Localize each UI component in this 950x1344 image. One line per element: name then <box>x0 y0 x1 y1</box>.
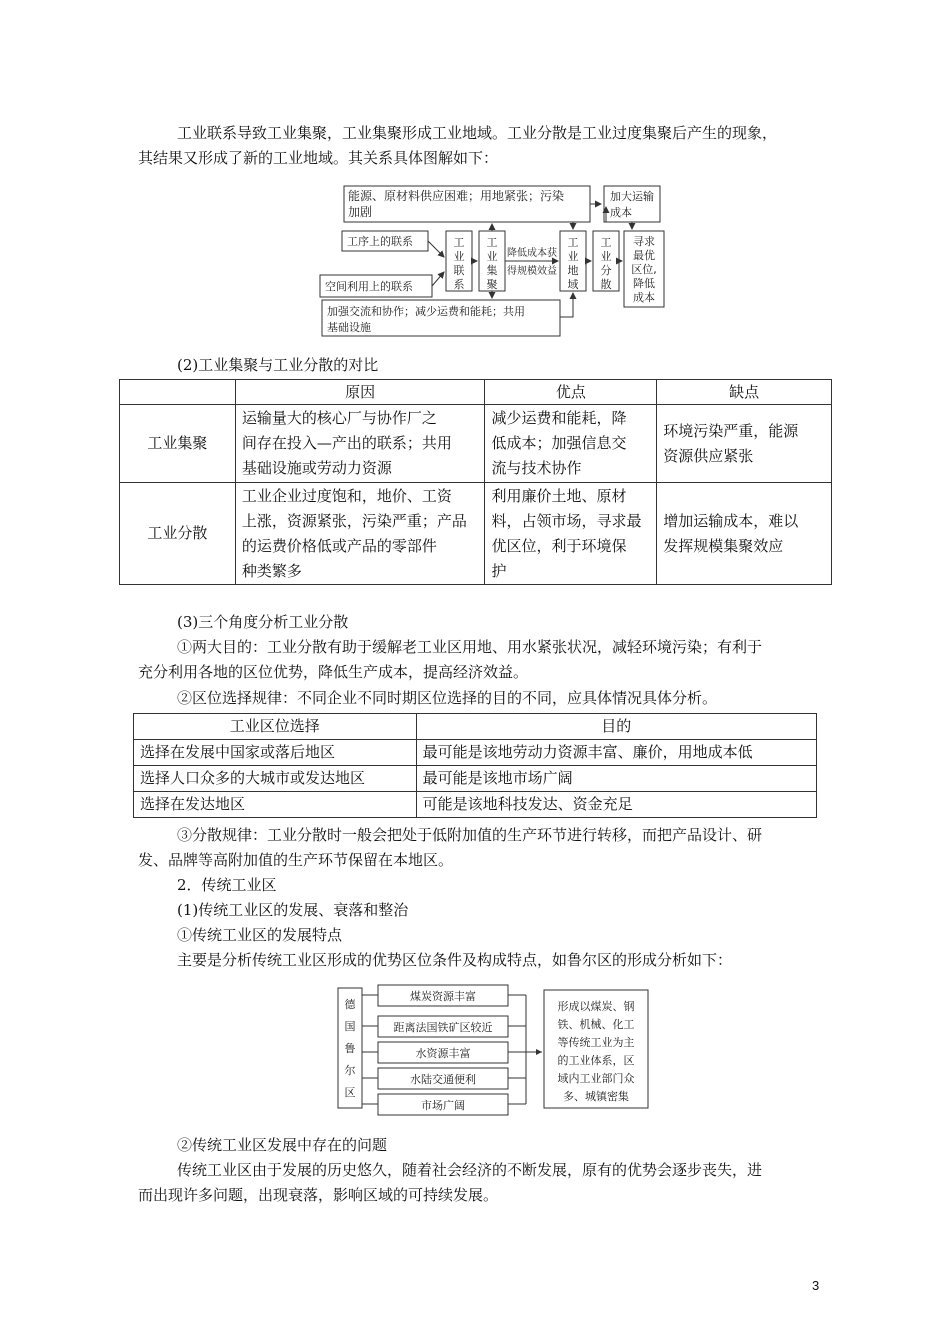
process-link-text: 工序上的联系 <box>347 235 413 248</box>
cost-text-1: 加大运输 <box>610 190 654 203</box>
sub1-2-heading: ②传统工业区发展中存在的问题 <box>177 1136 388 1154</box>
factor-text: 水陆交通便利 <box>410 1073 476 1086</box>
compare-heading: (2)工业集聚与工业分散的对比 <box>177 356 379 374</box>
seek-line-4: 降低 <box>633 277 655 290</box>
table-row <box>120 483 832 585</box>
region-char-1: 工 <box>567 236 579 249</box>
disp-char-2: 业 <box>600 250 612 263</box>
benefit-text-1: 加强交流和协作；减少运费和能耗；共用 <box>327 305 525 318</box>
link-char-2: 业 <box>453 250 465 263</box>
location-header-purpose: 目的 <box>416 714 816 740</box>
cost-text-2: 成本 <box>610 206 632 219</box>
row-merit <box>485 405 657 483</box>
compare-header-row <box>120 380 832 405</box>
row-reason <box>235 483 485 585</box>
point2: ②区位选择规律：不同企业不同时期区位选择的目的不同，应具体情况具体分析。 <box>177 689 718 707</box>
agg-char-4: 聚 <box>486 278 498 291</box>
merit-line: 减少运费和能耗，降 <box>491 409 627 427</box>
table-row <box>134 740 817 766</box>
point1-line-1: ①两大目的：工业分散有助于缓解老工业区用地、用水紧张状况，减轻环境污染；有利于 <box>177 638 763 656</box>
closing-line-1: 传统工业区由于发展的历史悠久，随着社会经济的不断发展，原有的优势会逐步丧失，进 <box>177 1161 763 1179</box>
factor-text: 煤炭资源丰富 <box>410 990 476 1003</box>
merit-line: 料，占领市场，寻求最 <box>491 511 642 530</box>
result-line: 铁、机械、化工 <box>557 1018 635 1031</box>
ruhr-char-3: 鲁 <box>344 1042 356 1055</box>
result-line: 等传统工业为主 <box>557 1036 635 1049</box>
agg-char-3: 集 <box>486 264 498 277</box>
space-link-text: 空间利用上的联系 <box>325 280 413 293</box>
reason-line: 的运费价格低或产品的零部件 <box>241 536 437 555</box>
demerit-line: 环境污染严重，能源 <box>663 421 799 440</box>
factor-text: 距离法国铁矿区较近 <box>393 1021 493 1034</box>
merit-line: 护 <box>491 561 507 580</box>
location-choice: 选择在发展中国家或落后地区 <box>134 740 417 766</box>
disp-char-3: 分 <box>600 264 612 277</box>
location-header-choice: 工业区位选择 <box>134 714 417 740</box>
ruhr-intro: 主要是分析传统工业区形成的优势区位条件及构成特点，如鲁尔区的形成分析如下： <box>177 951 733 969</box>
demerit-line: 资源供应紧张 <box>663 446 754 465</box>
arrow-label-2: 得规模效益 <box>507 266 557 277</box>
location-choice: 选择在发达地区 <box>134 792 417 818</box>
seek-line-3: 区位, <box>631 263 657 276</box>
three-angles-heading: (3)三个角度分析工业分散 <box>177 613 349 631</box>
region-char-3: 地 <box>567 264 579 277</box>
page-number: 3 <box>812 1278 820 1293</box>
row-name: 工业分散 <box>120 483 236 585</box>
compare-header-empty <box>120 380 236 405</box>
table-row <box>134 792 817 818</box>
point3-line-2: 发、品牌等高附加值的生产环节保留在本地区。 <box>138 851 454 869</box>
reason-line: 间存在投入—产出的联系；共用 <box>241 434 452 452</box>
location-table <box>133 713 817 818</box>
problem-text-1: 能源、原材料供应困难；用地紧张；污染 <box>348 189 565 203</box>
result-line: 多、城镇密集 <box>563 1090 629 1103</box>
ruhr-char-5: 区 <box>344 1086 356 1099</box>
compare-header-demerit: 缺点 <box>657 380 832 405</box>
reason-line: 工业企业过度饱和，地价、工资 <box>241 486 452 505</box>
section2-heading: 2．传统工业区 <box>177 876 277 894</box>
link-char-4: 系 <box>453 278 465 291</box>
disp-char-1: 工 <box>600 236 612 249</box>
sub1-heading: (1)传统工业区的发展、衰落和整治 <box>177 901 409 919</box>
reason-line: 上涨，资源紧张，污染严重；产品 <box>241 511 467 530</box>
table-row <box>120 405 832 483</box>
row-merit <box>485 483 657 585</box>
factor-text: 水资源丰富 <box>415 1047 471 1060</box>
location-purpose: 最可能是该地市场广阔 <box>416 766 816 792</box>
seek-line-2: 最优 <box>633 249 655 262</box>
compare-header-merit: 优点 <box>485 380 657 405</box>
location-header-row <box>134 714 817 740</box>
ruhr-char-2: 国 <box>344 1020 356 1033</box>
merit-line: 优区位，利于环境保 <box>491 536 627 555</box>
result-line: 的工业体系，区 <box>557 1054 635 1067</box>
merit-line: 低成本；加强信息交 <box>491 434 627 452</box>
location-choice: 选择人口众多的大城市或发达地区 <box>134 766 417 792</box>
benefit-text-2: 基础设施 <box>327 321 371 334</box>
demerit-line: 增加运输成本，难以 <box>663 511 799 530</box>
compare-header-reason: 原因 <box>235 380 485 405</box>
location-purpose: 最可能是该地劳动力资源丰富、廉价，用地成本低 <box>416 740 816 766</box>
result-line: 域内工业部门众 <box>557 1072 635 1085</box>
disp-char-4: 散 <box>600 278 612 291</box>
point3-line-1: ③分散规律：工业分散时一般会把处于低附加值的生产环节进行转移，而把产品设计、研 <box>177 826 763 844</box>
agglomeration-diagram <box>318 182 678 342</box>
region-char-2: 业 <box>567 250 579 263</box>
reason-line: 基础设施或劳动力资源 <box>241 459 392 477</box>
seek-line-5: 成本 <box>633 291 655 304</box>
problem-text-2: 加剧 <box>348 205 373 219</box>
sub1-1-heading: ①传统工业区的发展特点 <box>177 926 343 944</box>
agg-char-2: 业 <box>486 250 498 263</box>
table-row <box>134 766 817 792</box>
seek-line-1: 寻求 <box>633 235 655 248</box>
closing-line-2: 而出现许多问题，出现衰落，影响区域的可持续发展。 <box>138 1186 499 1204</box>
point1-line-2: 充分利用各地的区位优势，降低生产成本，提高经济效益。 <box>138 663 529 681</box>
reason-line: 种类繁多 <box>241 561 302 580</box>
region-char-4: 域 <box>567 278 579 291</box>
link-char-3: 联 <box>453 264 465 277</box>
reason-line: 运输量大的核心厂与协作厂之 <box>241 409 437 427</box>
result-line: 形成以煤炭、钢 <box>557 1000 635 1013</box>
row-demerit <box>657 405 832 483</box>
row-name: 工业集聚 <box>120 405 236 483</box>
factor-text: 市场广阔 <box>421 1099 465 1112</box>
intro-line-1: 工业联系导致工业集聚，工业集聚形成工业地域。工业分散是工业过度集聚后产生的现象， <box>177 124 778 142</box>
merit-line: 流与技术协作 <box>491 459 582 477</box>
intro-line-2: 其结果又形成了新的工业地域。其关系具体图解如下： <box>138 149 499 167</box>
agg-char-1: 工 <box>486 236 498 249</box>
row-reason <box>235 405 485 483</box>
merit-line: 利用廉价土地、原材 <box>491 486 627 505</box>
arrow-label-1: 降低成本获 <box>507 248 557 259</box>
compare-table <box>119 379 832 585</box>
ruhr-char-1: 德 <box>344 998 356 1011</box>
ruhr-diagram <box>336 980 656 1118</box>
row-demerit <box>657 483 832 585</box>
location-purpose: 可能是该地科技发达、资金充足 <box>416 792 816 818</box>
demerit-line: 发挥规模集聚效应 <box>663 536 784 555</box>
link-char-1: 工 <box>453 236 465 249</box>
ruhr-char-4: 尔 <box>344 1064 356 1077</box>
